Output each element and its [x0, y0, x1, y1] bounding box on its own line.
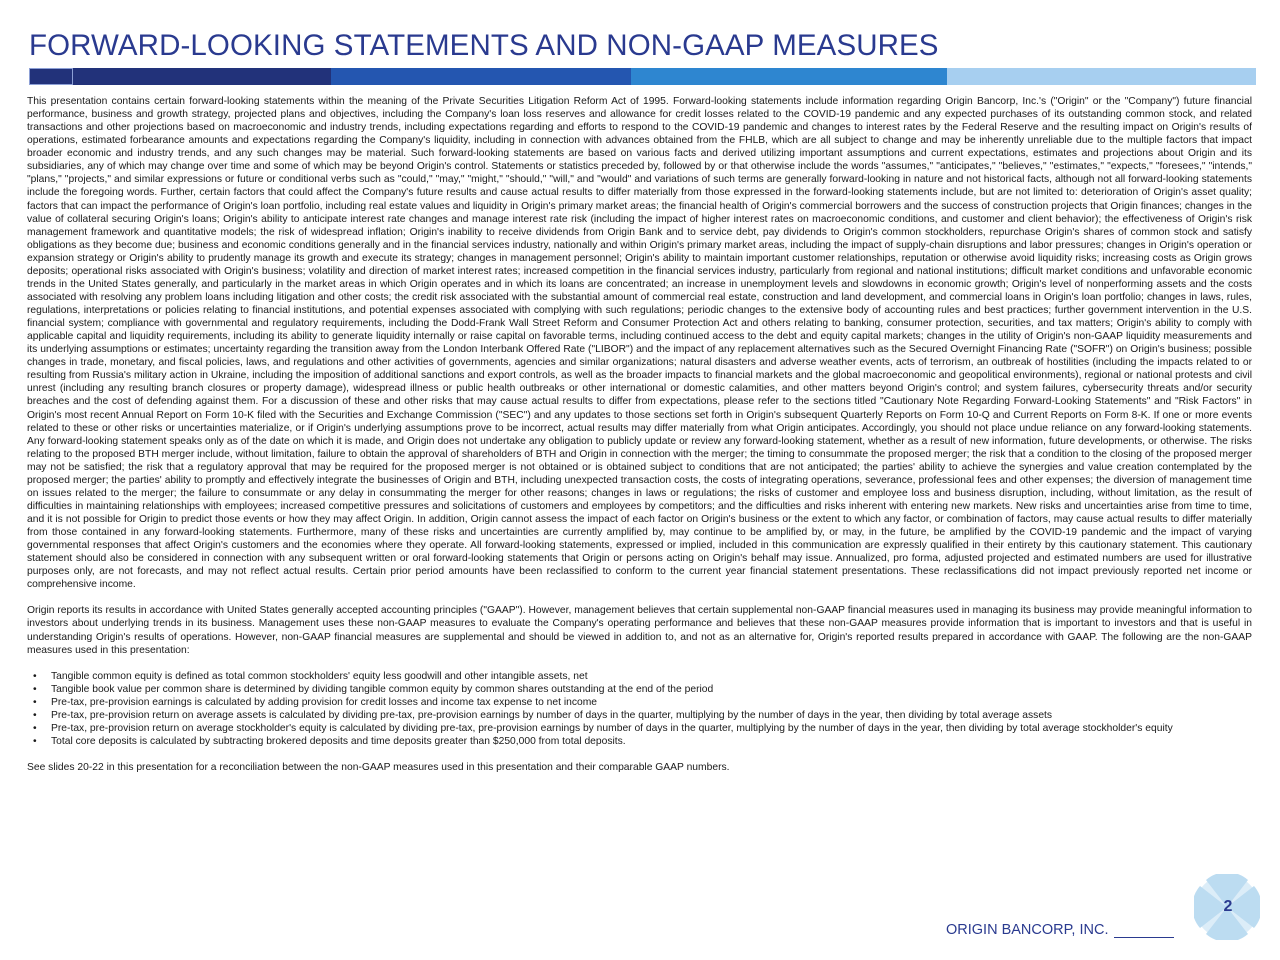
- bullet-icon: •: [33, 696, 37, 708]
- list-item: [27, 670, 1252, 683]
- bullet-icon: •: [33, 722, 37, 734]
- footer-company: [946, 922, 1174, 938]
- reconciliation-note: See slides 20-22 in this presentation for a reconciliation between the non-GAAP measures used in this presentation and their comparable GAAP numbers.: [27, 762, 730, 773]
- slide-title: FORWARD-LOOKING STATEMENTS AND NON-GAAP MEASURES: [29, 29, 939, 62]
- slide-body: [27, 95, 1252, 774]
- non-gaap-paragraph: Origin reports its results in accordance with United States generally accepted accounting principles ("GAAP"). However, management believes that certain supplemental non-GAAP financial measures used in managing its business may provide meaningful information to investors about underlying trends in its business. Management uses these non-GAAP measures to evaluate the Company's operating performance and believes that these non-GAAP measures provide information that is important to investors and that is useful in understanding Origin's results of operations. However, non-GAAP financial measures are supplemental and should be viewed in addition to, and not as an alternative for, Origin's reported results prepared in accordance with GAAP. The following are the non-GAAP measures used in this presentation:: [27, 605, 1252, 656]
- list-item: [27, 696, 1252, 709]
- forward-looking-paragraph: This presentation contains certain forward-looking statements within the meaning of the Private Securities Litigation Reform Act of 1995. Forward-looking statements include information regarding Origin Bancorp, Inc.'s ("Origin" or the "Company") future financial performance, business and growth strategy, projected plans and objectives, including the Company's loan loss reserves and allowance for credit losses related to the COVID-19 pandemic and any expected purchases of its outstanding common stock, and related transactions and other projections based on macroeconomic and industry trends, including expectations regarding and efforts to respond to the COVID-19 pandemic and changes to interest rates by the Federal Reserve and the resulting impact on Origin's results of operations, estimated forbearance amounts and expectations regarding the Company's liquidity, including in connection with advances obtained from the FHLB, which are all subject to change and may be inherently unreliable due to the multiple factors that impact broader economic and industry trends, and any such changes may be material. Such forward-looking statements are based on various facts and derived utilizing important assumptions and current expectations, estimates and projections about Origin and its subsidiaries, any of which may change over time and some of which may be beyond Origin's control. Statements or statistics preceded by, followed by or that otherwise include the words "assumes," "anticipates," "believes," "estimates," "expects," "foresees," "intends," "plans," "projects," and similar expressions or future or conditional verbs such as "could," "may," "might," "should," "will," and "would" and variations of such terms are generally forward-looking in nature and not historical facts, although not all forward-looking statements include the foregoing words. Further, certain factors that could affect the Company's future results and cause actual results to differ materially from those expressed in the forward-looking statements include, but are not limited to: deterioration of Origin's asset quality; factors that can impact the performance of Origin's loan portfolio, including real estate values and liquidity in Origin's primary market areas; the financial health of Origin's commercial borrowers and the success of construction projects that Origin finances; changes in the value of collateral securing Origin's loans; Origin's ability to anticipate interest rate changes and manage interest rate risk (including the impact of higher interest rates on macroeconomic conditions, and customer and client behavior); the effectiveness of Origin's risk management framework and quantitative models; the risk of widespread inflation; Origin's inability to receive dividends from Origin Bank and to service debt, pay dividends to Origin's common stockholders, repurchase Origin's shares of common stock and satisfy obligations as they become due; business and economic conditions generally and in the financial services industry, nationally and within Origin's primary market areas, including the impact of supply-chain disruptions and labor pressures; changes in Origin's operation or expansion strategy or Origin's ability to prudently manage its growth and execute its strategy; changes in management personnel; Origin's ability to maintain important customer relationships, reputation or otherwise avoid liquidity risks; increasing costs as Origin grows deposits; operational risks associated with Origin's business; volatility and direction of market interest rates; increased competition in the financial services industry, particularly from regional and national institutions; difficult market conditions and unfavorable economic trends in the United States generally, and particularly in the market areas in which Origin operates and in which its loans are concentrated; an increase in unemployment levels and slowdowns in economic growth; Origin's level of nonperforming assets and the costs associated with resolving any problem loans including litigation and other costs; the credit risk associated with the substantial amount of commercial real estate, construction and land development, and commercial loans in Origin's loan portfolio; changes in laws, rules, regulations, interpretations or policies relating to financial institutions, and potential expenses associated with complying with such regulations; periodic changes to the extensive body of accounting rules and best practices; further government intervention in the U.S. financial system; compliance with governmental and regulatory requirements, including the Dodd-Frank Wall Street Reform and Consumer Protection Act and others relating to banking, consumer protection, securities, and tax matters; Origin's ability to comply with applicable capital and liquidity requirements, including its ability to generate liquidity internally or raise capital on favorable terms, including continued access to the debt and equity capital markets; changes in the utility of Origin's non-GAAP liquidity measurements and its underlying assumptions or estimates; uncertainty regarding the transition away from the London Interbank Offered Rate ("LIBOR") and the impact of any replacement alternatives such as the Secured Overnight Financing Rate ("SOFR") on Origin's business; possible changes in trade, monetary, and fiscal policies, laws, and regulations and other activities of governments, agencies and similar organizations; natural disasters and adverse weather events, acts of terrorism, an outbreak of hostilities (including the impacts related to or resulting from Russia's military action in Ukraine, including the imposition of additional sanctions and export controls, as well as the broader impacts to financial markets and the global macroeconomic and geopolitical environments), regional or national protests and civil unrest (including any resulting branch closures or property damage), widespread illness or public health outbreaks or other international or domestic calamities, and other matters beyond Origin's control; and system failures, cybersecurity threats and/or security breaches and the cost of defending against them. For a discussion of these and other risks that may cause actual results to differ from expectations, please refer to the sections titled "Cautionary Note Regarding Forward-Looking Statements" and "Risk Factors" in Origin's most recent Annual Report on Form 10-K filed with the Securities and Exchange Commission ("SEC") and any updates to those sections set forth in Origin's subsequent Quarterly Reports on Form 10-Q and Current Reports on Form 8-K. If one or more events related to these or other risks or uncertainties materialize, or if Origin's underlying assumptions prove to be incorrect, actual results may differ materially from what Origin anticipates. Accordingly, you should not place undue reliance on any forward-looking statements. Any forward-looking statement speaks only as of the date on which it is made, and Origin does not undertake any obligation to publicly update or review any forward-looking statement, whether as a result of new information, future developments, or otherwise. The risks relating to the proposed BTH merger include, without limitation, failure to obtain the approval of shareholders of BTH and Origin in connection with the merger; the timing to consummate the proposed merger; the risk that a condition to the closing of the proposed merger may not be satisfied; the risk that a regulatory approval that may be required for the proposed merger is not obtained or is obtained subject to conditions that are not anticipated; the parties' ability to achieve the synergies and value creation contemplated by the proposed merger; the parties' ability to promptly and effectively integrate the businesses of Origin and BTH, including unexpected transaction costs, the costs of integrating operations, severance, professional fees and other expenses; the diversion of management time on issues related to the merger; the failure to consummate or any delay in consummating the merger for other reasons; changes in laws or regulations; the risks of customer and employee loss and business disruption, including, without limitation, as the result of difficulties in maintaining relationships with employees; increased competitive pressures and solicitations of customers and employees by competitors; and the difficulties and risks inherent with entering new markets. New risks and uncertainties arise from time to time, and it is not possible for Origin to predict those events or how they may affect Origin. In addition, Origin cannot assess the impact of each factor on Origin's business or the extent to which any factor, or combination of factors, may cause actual results to differ materially from those contained in any forward-looking statements. Furthermore, many of these risks and uncertainties are currently amplified by, may continue to be amplified by, or may, in the future, be amplified by the COVID-19 pandemic and the impact of varying governmental responses that affect Origin's customers and the economies where they operate. All forward-looking statements, expressed or implied, included in this communication are expressly qualified in their entirety by this cautionary statement. This cautionary statement should also be considered in connection with any subsequent written or oral forward-looking statements that Origin or persons acting on Origin's behalf may issue. Annualized, pro forma, adjusted projected and estimated numbers are used for illustrative purposes only, are not forecasts, and may not reflect actual results. Certain prior period amounts have been reclassified to conform to the current year financial statement presentations. These reclassifications did not impact previously reported net income or comprehensive income.: [27, 96, 1252, 591]
- bullet-icon: •: [33, 670, 37, 682]
- list-item-text: Tangible common equity is defined as total common stockholders' equity less goodwill and other intangible assets, net: [51, 670, 588, 682]
- band-marker-box: [29, 68, 73, 85]
- list-item: [27, 735, 1252, 748]
- list-item-text: Pre-tax, pre-provision return on average stockholder's equity is calculated by dividing pre-tax, pre-provision earnings by number of days in the quarter, multiplying by the number of days in the year, then dividing by total average stockholder's equity: [51, 722, 1173, 734]
- paragraph-spacer: [27, 591, 1252, 604]
- list-item: [27, 683, 1252, 696]
- page-number: 2: [1223, 898, 1233, 915]
- band-segment-medium-blue: [631, 68, 947, 85]
- list-item: [27, 709, 1252, 722]
- footer-rule: [1114, 925, 1174, 938]
- list-item-text: Pre-tax, pre-provision earnings is calculated by adding provision for credit losses and income tax expense to net income: [51, 696, 598, 708]
- list-item-text: Tangible book value per common share is determined by dividing tangible common equity by common shares outstanding at the end of the period: [51, 683, 714, 695]
- company-name: ORIGIN BANCORP, INC.: [946, 922, 1109, 938]
- band-segment-dark-navy: [29, 68, 331, 85]
- non-gaap-measures-list: [27, 670, 1252, 748]
- list-item-text: Pre-tax, pre-provision return on average assets is calculated by dividing pre-tax, pre-provision earnings by number of days in the quarter, multiplying by the number of days in the year, then dividing by total average assets: [51, 709, 1053, 721]
- band-segment-light-blue: [947, 68, 1256, 85]
- title-color-band: [29, 68, 1256, 85]
- band-segment-royal-blue: [331, 68, 631, 85]
- bullet-icon: •: [33, 683, 37, 695]
- bullet-icon: •: [33, 735, 37, 747]
- list-item: [27, 722, 1252, 735]
- bullet-icon: •: [33, 709, 37, 721]
- list-item-text: Total core deposits is calculated by subtracting brokered deposits and time deposits greater than $250,000 from total deposits.: [51, 735, 626, 747]
